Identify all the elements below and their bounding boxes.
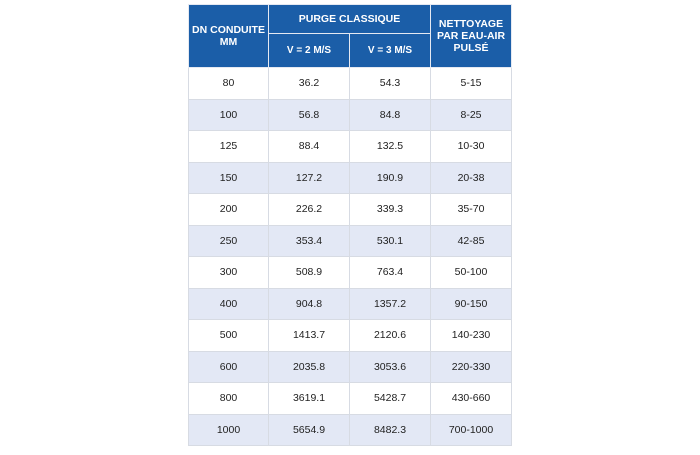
- cell-v3: 132.5: [350, 131, 431, 163]
- cell-v3: 763.4: [350, 257, 431, 289]
- cell-nettoyage: 10-30: [431, 131, 512, 163]
- cell-v3: 8482.3: [350, 414, 431, 446]
- cell-nettoyage: 50-100: [431, 257, 512, 289]
- cell-dn: 80: [189, 68, 269, 100]
- cell-dn: 200: [189, 194, 269, 226]
- cell-nettoyage: 220-330: [431, 351, 512, 383]
- cell-dn: 300: [189, 257, 269, 289]
- cell-v3: 54.3: [350, 68, 431, 100]
- cell-nettoyage: 8-25: [431, 99, 512, 131]
- cell-dn: 1000: [189, 414, 269, 446]
- cell-dn: 600: [189, 351, 269, 383]
- cell-v2: 127.2: [269, 162, 350, 194]
- cell-v2: 36.2: [269, 68, 350, 100]
- header-dn-conduite: DN CONDUITE MM: [189, 5, 269, 68]
- table-row: [189, 162, 512, 194]
- table-header: [189, 5, 512, 68]
- cell-nettoyage: 430-660: [431, 383, 512, 415]
- table-row: [189, 99, 512, 131]
- cell-nettoyage: 140-230: [431, 320, 512, 352]
- cell-v3: 3053.6: [350, 351, 431, 383]
- cell-v3: 190.9: [350, 162, 431, 194]
- cell-v2: 353.4: [269, 225, 350, 257]
- cell-nettoyage: 5-15: [431, 68, 512, 100]
- header-nettoyage: NETTOYAGE PAR EAU-AIR PULSÉ: [431, 5, 512, 68]
- cell-v2: 2035.8: [269, 351, 350, 383]
- cell-v3: 1357.2: [350, 288, 431, 320]
- cell-nettoyage: 42-85: [431, 225, 512, 257]
- cell-dn: 800: [189, 383, 269, 415]
- cell-nettoyage: 700-1000: [431, 414, 512, 446]
- header-v3: V = 3 M/S: [350, 34, 431, 68]
- cell-v3: 339.3: [350, 194, 431, 226]
- cell-dn: 400: [189, 288, 269, 320]
- cell-v3: 2120.6: [350, 320, 431, 352]
- table-row: [189, 68, 512, 100]
- cell-v2: 904.8: [269, 288, 350, 320]
- table-row: [189, 225, 512, 257]
- cell-dn: 100: [189, 99, 269, 131]
- cell-dn: 250: [189, 225, 269, 257]
- table-row: [189, 414, 512, 446]
- header-purge-classique: PURGE CLASSIQUE: [269, 5, 431, 34]
- cell-v2: 56.8: [269, 99, 350, 131]
- cell-v3: 530.1: [350, 225, 431, 257]
- cell-v2: 1413.7: [269, 320, 350, 352]
- cell-v2: 3619.1: [269, 383, 350, 415]
- cell-dn: 500: [189, 320, 269, 352]
- cell-nettoyage: 20-38: [431, 162, 512, 194]
- table-row: [189, 383, 512, 415]
- table-row: [189, 351, 512, 383]
- table-row: [189, 194, 512, 226]
- table-row: [189, 320, 512, 352]
- data-table-container: [188, 4, 511, 446]
- cell-v3: 84.8: [350, 99, 431, 131]
- cell-v2: 226.2: [269, 194, 350, 226]
- cell-v2: 508.9: [269, 257, 350, 289]
- cell-dn: 150: [189, 162, 269, 194]
- table-row: [189, 288, 512, 320]
- cell-nettoyage: 90-150: [431, 288, 512, 320]
- table-body: [189, 68, 512, 446]
- cell-v2: 5654.9: [269, 414, 350, 446]
- cell-dn: 125: [189, 131, 269, 163]
- table-row: [189, 131, 512, 163]
- table-row: [189, 257, 512, 289]
- cell-v2: 88.4: [269, 131, 350, 163]
- purge-flow-table: [188, 4, 512, 446]
- cell-v3: 5428.7: [350, 383, 431, 415]
- cell-nettoyage: 35-70: [431, 194, 512, 226]
- header-v2: V = 2 M/S: [269, 34, 350, 68]
